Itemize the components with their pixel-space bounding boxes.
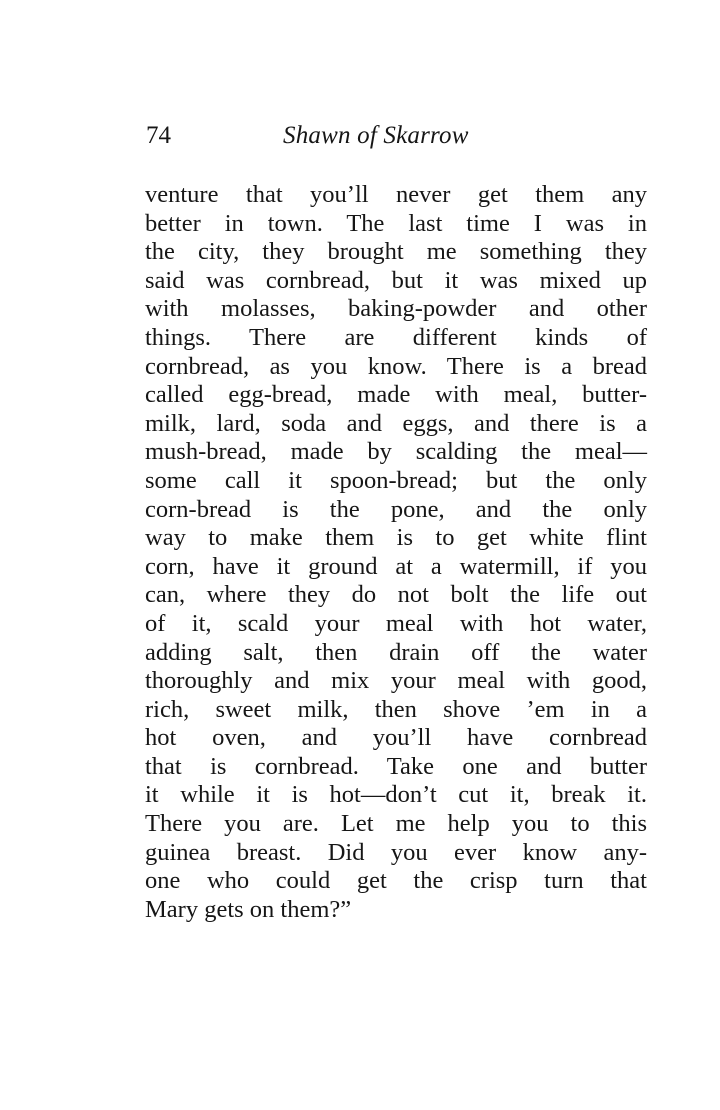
text-line: way to make them is to get white flint	[145, 524, 647, 552]
text-line: can, where they do not bolt the life out	[145, 581, 647, 609]
text-line: one who could get the crisp turn that	[145, 867, 647, 895]
text-line: milk, lard, soda and eggs, and there is a	[145, 409, 647, 437]
text-line: Mary gets on them?”	[145, 895, 352, 923]
running-head	[146, 118, 646, 154]
text-line: said was cornbread, but it was mixed up	[145, 266, 647, 294]
text-line: cornbread, as you know. There is a bread	[145, 352, 647, 380]
body-text	[145, 181, 647, 924]
text-line: adding salt, then drain off the water	[145, 638, 647, 666]
text-line: things. There are different kinds of	[145, 323, 647, 351]
text-line: it while it is hot—don’t cut it, break it.	[145, 781, 647, 809]
text-line: the city, they brought me something they	[145, 238, 647, 266]
text-line: guinea breast. Did you ever know any-	[145, 838, 647, 866]
text-line: some call it spoon-bread; but the only	[145, 466, 647, 494]
page-number: 74	[146, 122, 171, 149]
text-line: mush-bread, made by scalding the meal—	[145, 438, 647, 466]
text-line: better in town. The last time I was in	[145, 209, 647, 237]
text-line: hot oven, and you’ll have cornbread	[145, 724, 647, 752]
text-line: venture that you’ll never get them any	[145, 181, 647, 208]
text-line: corn, have it ground at a watermill, if you	[145, 552, 647, 580]
text-line: corn-bread is the pone, and the only	[145, 495, 647, 523]
text-line: thoroughly and mix your meal with good,	[145, 667, 647, 695]
running-title: Shawn of Skarrow	[283, 122, 469, 149]
text-line: called egg-bread, made with meal, butter-	[145, 381, 647, 409]
text-line: with molasses, baking-powder and other	[145, 295, 647, 323]
text-line: that is cornbread. Take one and butter	[145, 752, 647, 780]
text-line: rich, sweet milk, then shove ’em in a	[145, 695, 647, 723]
text-line: There you are. Let me help you to this	[145, 810, 647, 838]
text-line: of it, scald your meal with hot water,	[145, 609, 647, 637]
